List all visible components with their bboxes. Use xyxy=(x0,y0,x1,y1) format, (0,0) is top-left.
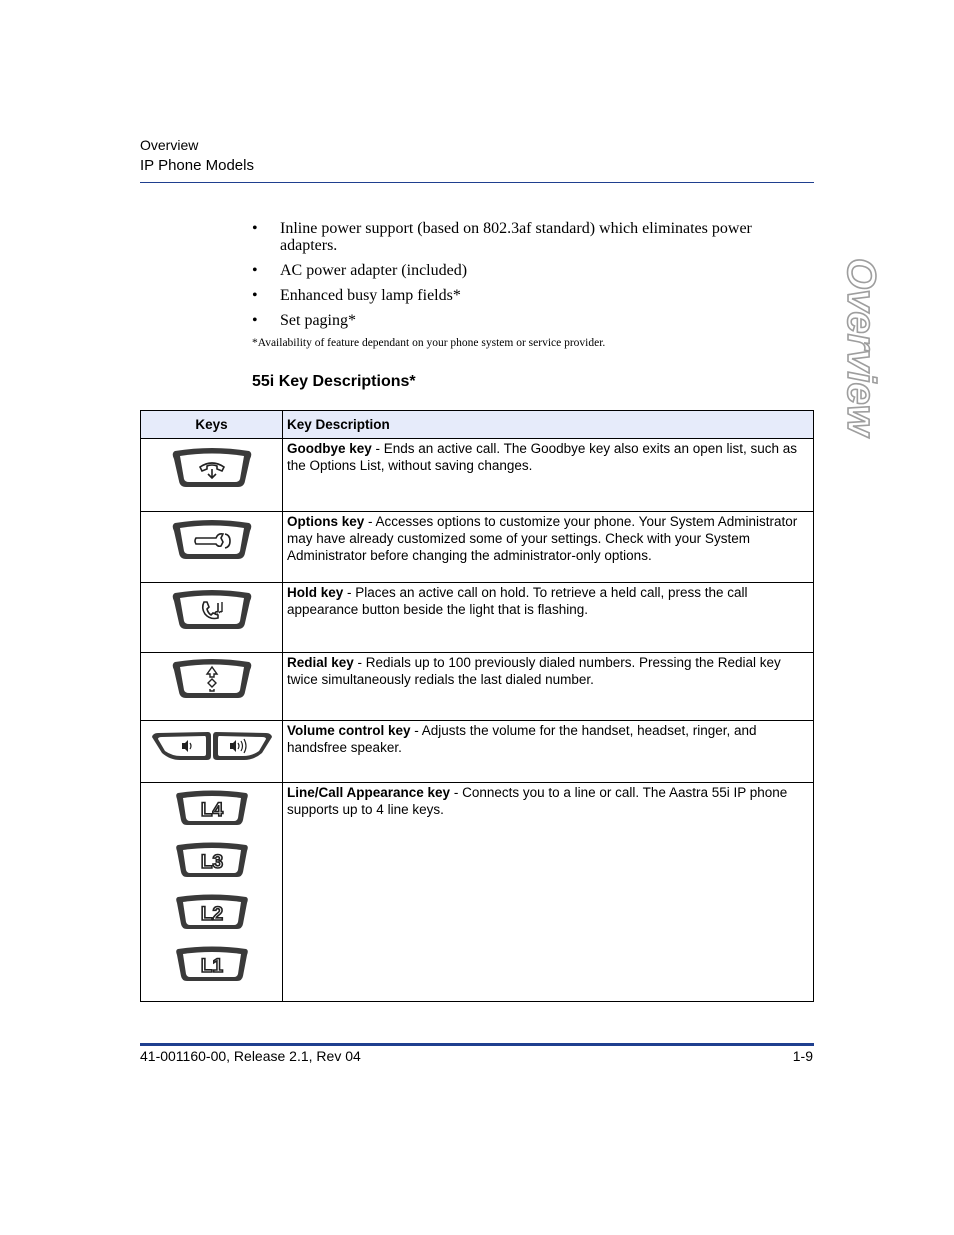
key-cell xyxy=(141,653,283,721)
list-item: • Set paging* xyxy=(252,312,356,329)
list-item-text: Set paging* xyxy=(280,312,356,329)
key-name: Goodbye key xyxy=(287,441,372,456)
feature-list xyxy=(252,220,802,337)
description-cell xyxy=(283,783,814,1002)
description-cell xyxy=(283,721,814,783)
key-name: Volume control key xyxy=(287,723,411,738)
redial-key-icon xyxy=(170,659,254,701)
volume-keys-icon xyxy=(150,729,274,763)
table-header-row xyxy=(141,411,814,439)
key-cell xyxy=(141,439,283,512)
goodbye-key-icon xyxy=(170,448,254,490)
description-cell xyxy=(283,653,814,721)
footer-doc-id: 41-001160-00, Release 2.1, Rev 04 xyxy=(140,1048,361,1064)
key-cell xyxy=(141,512,283,583)
key-descriptions-table xyxy=(140,410,814,1002)
footer-page-number: 1-9 xyxy=(792,1048,813,1064)
key-name: Redial key xyxy=(287,655,354,670)
list-item: • Enhanced busy lamp fields* xyxy=(252,287,461,304)
table-row xyxy=(141,439,814,512)
key-text: - Redials up to 100 previously dialed numbers. Pressing the Redial key twice simultaneously redials the last dialed number. xyxy=(287,655,781,687)
line-key-label: L3 xyxy=(200,852,223,873)
list-item: • AC power adapter (included) xyxy=(252,262,468,279)
key-text: - Accesses options to customize your phone. Your System Administrator may have already customized some of your settings. Check with your System Administrator before changing the administrator-only options. xyxy=(287,514,798,563)
header-description: Key Description xyxy=(283,411,814,439)
description-cell xyxy=(283,583,814,653)
options-key-icon xyxy=(170,520,254,562)
key-name: Hold key xyxy=(287,585,344,600)
header-subsection: IP Phone Models xyxy=(140,157,254,174)
table-row xyxy=(141,783,814,1002)
key-text: - Adjusts the volume for the handset, headset, ringer, and handsfree speaker. xyxy=(287,723,757,755)
header-rule xyxy=(140,182,814,183)
key-text: - Places an active call on hold. To retrieve a held call, press the call appearance button beside the light that is flashing. xyxy=(287,585,748,617)
list-item-text: Enhanced busy lamp fields* xyxy=(280,287,461,304)
list-item-text: AC power adapter (included) xyxy=(280,262,468,279)
key-cell xyxy=(141,583,283,653)
line-keys-icon xyxy=(141,783,282,984)
table-row xyxy=(141,583,814,653)
line-key-label: L2 xyxy=(200,904,223,925)
description-cell xyxy=(283,512,814,583)
description-cell xyxy=(283,439,814,512)
list-item: • Inline power support (based on 802.3af standard) which eliminates power adapters. xyxy=(252,220,752,254)
line-key-l1-icon xyxy=(174,946,250,984)
line-key-l2-icon xyxy=(174,894,250,932)
table-row xyxy=(141,721,814,783)
header-keys: Keys xyxy=(141,411,283,439)
key-name: Options key xyxy=(287,514,365,529)
key-text: - Ends an active call. The Goodbye key also exits an open list, such as the Options List, without saving changes. xyxy=(287,441,798,473)
section-title: 55i Key Descriptions* xyxy=(252,373,416,390)
line-key-label: L4 xyxy=(200,800,223,821)
list-item-text: Inline power support (based on 802.3af standard) which eliminates power adapters. xyxy=(280,220,752,254)
line-key-label: L1 xyxy=(200,956,223,977)
line-key-l3-icon xyxy=(174,842,250,880)
footer-rule xyxy=(140,1043,814,1046)
hold-key-icon xyxy=(170,590,254,632)
key-name: Line/Call Appearance key xyxy=(287,785,451,800)
key-cell xyxy=(141,721,283,783)
key-text: - Connects you to a line or call. The Aastra 55i IP phone supports up to 4 line keys. xyxy=(287,785,788,817)
side-tab-text: Overview xyxy=(839,258,883,436)
key-cell xyxy=(141,783,283,1002)
line-key-l4-icon xyxy=(174,790,250,828)
table-row xyxy=(141,512,814,583)
table-row xyxy=(141,653,814,721)
footnote: *Availability of feature dependant on your phone system or service provider. xyxy=(252,337,606,349)
header-section: Overview xyxy=(140,137,199,153)
